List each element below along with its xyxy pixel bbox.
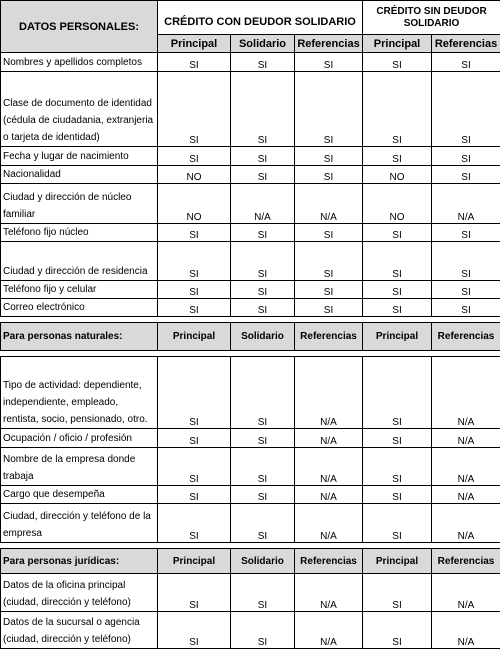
cell-value: SI — [158, 504, 231, 543]
cell-value: SI — [363, 72, 432, 147]
col-header: Principal — [363, 549, 432, 574]
group-without-solidario: CRÉDITO SIN DEUDOR SOLIDARIO — [363, 1, 500, 35]
cell-value: SI — [363, 224, 432, 242]
cell-value: SI — [231, 53, 295, 72]
cell-value: SI — [363, 486, 432, 504]
cell-value: SI — [231, 429, 295, 448]
cell-value: SI — [432, 242, 500, 281]
col-header: Referencias — [295, 323, 363, 351]
col-header: Principal — [158, 549, 231, 574]
table-row — [1, 429, 500, 448]
cell-value: SI — [231, 448, 295, 486]
section-title-juridicas: Para personas jurídicas: — [1, 549, 158, 574]
cell-value: N/A — [432, 184, 500, 224]
col-header: Referencias — [295, 35, 363, 53]
cell-value: SI — [158, 147, 231, 166]
cell-value: SI — [231, 147, 295, 166]
cell-value: SI — [158, 574, 231, 612]
cell-value: SI — [231, 242, 295, 281]
row-label: Cargo que desempeña — [1, 486, 158, 504]
cell-value: SI — [158, 299, 231, 317]
cell-value: SI — [158, 486, 231, 504]
cell-value: NO — [363, 184, 432, 224]
cell-value: SI — [295, 281, 363, 299]
cell-value: SI — [231, 504, 295, 543]
cell-value: N/A — [432, 429, 500, 448]
cell-value: SI — [363, 147, 432, 166]
cell-value: SI — [231, 357, 295, 429]
cell-value: SI — [295, 147, 363, 166]
col-header: Referencias — [432, 323, 500, 351]
table-row — [1, 612, 500, 649]
cell-value: N/A — [295, 574, 363, 612]
table-row — [1, 448, 500, 486]
row-label: Ciudad y dirección de residencia — [1, 242, 158, 281]
cell-value: N/A — [295, 504, 363, 543]
cell-value: SI — [432, 72, 500, 147]
cell-value: SI — [231, 72, 295, 147]
table-row — [1, 166, 500, 184]
table-row — [1, 242, 500, 281]
table-row — [1, 299, 500, 317]
cell-value: N/A — [432, 448, 500, 486]
cell-value: SI — [295, 242, 363, 281]
cell-value: SI — [432, 147, 500, 166]
table-row — [1, 184, 500, 224]
cell-value: SI — [295, 224, 363, 242]
cell-value: SI — [231, 612, 295, 649]
cell-value: SI — [158, 429, 231, 448]
col-header: Principal — [363, 323, 432, 351]
cell-value: SI — [432, 281, 500, 299]
table-row — [1, 281, 500, 299]
group-with-solidario: CRÉDITO CON DEUDOR SOLIDARIO — [158, 1, 363, 35]
table-row — [1, 53, 500, 72]
table-row — [1, 72, 500, 147]
row-label: Ciudad, dirección y teléfono de la empresa — [1, 504, 158, 543]
cell-value: SI — [363, 281, 432, 299]
cell-value: SI — [158, 224, 231, 242]
table-row — [1, 224, 500, 242]
cell-value: N/A — [295, 448, 363, 486]
cell-value: SI — [432, 299, 500, 317]
row-label: Nombre de la empresa donde trabaja — [1, 448, 158, 486]
cell-value: SI — [363, 242, 432, 281]
row-label: Datos de la oficina principal (ciudad, dirección y teléfono) — [1, 574, 158, 612]
cell-value: SI — [295, 166, 363, 184]
cell-value: SI — [363, 504, 432, 543]
cell-value: SI — [158, 53, 231, 72]
cell-value: SI — [363, 53, 432, 72]
cell-value: SI — [295, 72, 363, 147]
row-label: Correo electrónico — [1, 299, 158, 317]
row-label: Ciudad y dirección de núcleo familiar — [1, 184, 158, 224]
cell-value: SI — [231, 574, 295, 612]
row-label: Tipo de actividad: dependiente, independiente, empleado, rentista, socio, pensionado, otro. — [1, 357, 158, 429]
col-header: Principal — [158, 323, 231, 351]
cell-value: N/A — [295, 357, 363, 429]
cell-value: N/A — [295, 486, 363, 504]
cell-value: N/A — [432, 486, 500, 504]
cell-value: SI — [231, 299, 295, 317]
cell-value: SI — [231, 224, 295, 242]
section-title-personal: DATOS PERSONALES: — [1, 1, 158, 53]
cell-value: N/A — [432, 357, 500, 429]
cell-value: SI — [158, 281, 231, 299]
cell-value: N/A — [432, 612, 500, 649]
cell-value: SI — [231, 281, 295, 299]
cell-value: SI — [432, 166, 500, 184]
cell-value: SI — [432, 53, 500, 72]
row-label: Nacionalidad — [1, 166, 158, 184]
table-row — [1, 357, 500, 429]
cell-value: SI — [295, 299, 363, 317]
cell-value: N/A — [295, 429, 363, 448]
col-header: Solidario — [231, 35, 295, 53]
cell-value: SI — [295, 53, 363, 72]
row-label: Teléfono fijo y celular — [1, 281, 158, 299]
cell-value: SI — [231, 486, 295, 504]
col-header: Principal — [158, 35, 231, 53]
cell-value: SI — [231, 166, 295, 184]
row-label: Clase de documento de identidad (cédula de ciudadania, extranjeria o tarjeta de identidad) — [1, 72, 158, 147]
cell-value: SI — [158, 242, 231, 281]
cell-value: SI — [363, 357, 432, 429]
cell-value: NO — [158, 166, 231, 184]
cell-value: SI — [432, 224, 500, 242]
col-header: Referencias — [432, 35, 500, 53]
row-label: Teléfono fijo núcleo — [1, 224, 158, 242]
cell-value: SI — [363, 429, 432, 448]
cell-value: SI — [363, 299, 432, 317]
table-row — [1, 486, 500, 504]
cell-value: SI — [158, 357, 231, 429]
table-row — [1, 504, 500, 543]
cell-value: N/A — [295, 612, 363, 649]
table-row — [1, 147, 500, 166]
cell-value: SI — [158, 612, 231, 649]
col-header: Referencias — [432, 549, 500, 574]
cell-value: SI — [363, 574, 432, 612]
row-label: Ocupación / oficio / profesión — [1, 429, 158, 448]
row-label: Datos de la sucursal o agencia (ciudad, dirección y teléfono) — [1, 612, 158, 649]
cell-value: SI — [158, 72, 231, 147]
col-header: Referencias — [295, 549, 363, 574]
table-row — [1, 574, 500, 612]
col-header: Principal — [363, 35, 432, 53]
row-label: Fecha y lugar de nacimiento — [1, 147, 158, 166]
cell-value: N/A — [231, 184, 295, 224]
cell-value: SI — [363, 448, 432, 486]
row-label: Nombres y apellidos completos — [1, 53, 158, 72]
cell-value: NO — [158, 184, 231, 224]
cell-value: SI — [363, 612, 432, 649]
cell-value: N/A — [432, 504, 500, 543]
cell-value: NO — [363, 166, 432, 184]
cell-value: N/A — [295, 184, 363, 224]
cell-value: SI — [158, 448, 231, 486]
cell-value: N/A — [432, 574, 500, 612]
col-header: Solidario — [231, 549, 295, 574]
section-title-naturales: Para personas naturales: — [1, 323, 158, 351]
col-header: Solidario — [231, 323, 295, 351]
